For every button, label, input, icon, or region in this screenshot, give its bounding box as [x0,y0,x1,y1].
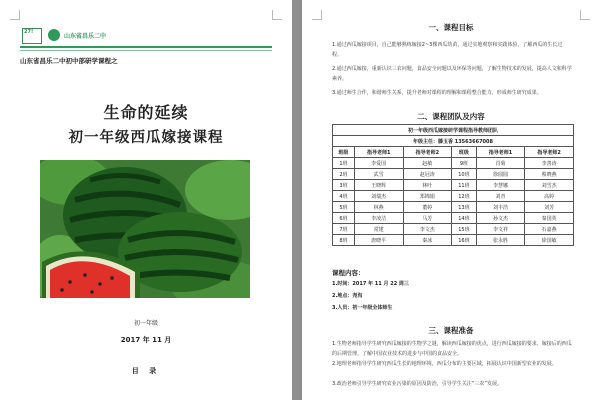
table-cell: 赵冠涛 [403,169,452,180]
table-cell: 13班 [452,202,477,213]
header-cell: 指导老师1 [354,147,403,158]
table-row [333,202,574,213]
table-cell: 3班 [333,180,355,191]
course-people: 3.人员：初一年级全体师生 [332,305,393,311]
table-cell: 6班 [333,213,355,224]
table-row [333,169,574,180]
logo-school-name: 山东省昌乐二中 [64,33,107,40]
cover-date: 2017 年 11 月 [120,336,172,344]
section-goals-heading: 一、课程目标 [428,23,474,32]
table-cell: 李文祥 [476,224,525,235]
table-cell: 9班 [452,158,477,169]
cover-page [0,0,292,400]
table-cell: 董婷 [403,202,452,213]
page-corner-mark [10,10,20,20]
table-cell: 马芳 [403,213,452,224]
table-cell: 林叶 [403,180,452,191]
section-prep-heading: 三、课程准备 [428,326,474,335]
table-row [333,158,574,169]
table-cell: 石嘉燕 [525,224,574,235]
header-rule [20,46,272,48]
table-row [333,224,574,235]
table-cell: 唐晓平 [354,235,403,246]
table-cell: 5班 [333,202,355,213]
table-cell: 刘丰浩 [476,202,525,213]
table-cell: 8班 [333,235,355,246]
table-cell: 蔡晓燕 [525,169,574,180]
table-title: 初一年级西瓜嫁接研学课程指导教师团队 [333,125,574,136]
goal-item-2: 2.通过西瓜嫁接，重新认识三农问题，食品安全问题以及环保等问题，了解生物技术的发展，提高人文和科学素养。 [332,66,572,82]
table-cell: 10班 [452,169,477,180]
header-cell: 指导老师1 [476,147,525,158]
grade-leader: 年级主任：滕玉香 13563667008 [333,136,574,147]
school-logo-box [22,28,42,44]
table-cell: 肖菊 [476,158,525,169]
table-row [333,191,574,202]
goal-item-3: 3.通过师生合作，和谐师生关系，提升老师对课程的理解和课程整合能力，形成师生研究成果。 [332,90,542,96]
table-cell: 张永胜 [476,235,525,246]
table-cell: 李善涛 [525,158,574,169]
page-corner-mark [580,10,590,20]
table-cell: 刘瑞杰 [354,191,403,202]
table-cell: 16班 [452,235,477,246]
page-corner-mark [312,10,322,20]
table-cell: 刘芳 [525,202,574,213]
toc-heading: 目 录 [131,367,161,375]
course-content-title: 课程内容： [332,269,365,277]
table-cell: 赵敏 [403,158,452,169]
header-rule-thin [20,50,272,51]
header-cell: 指导老师2 [525,147,574,158]
table-cell: 常建 [354,224,403,235]
table-cell: 14班 [452,213,477,224]
table-cell: 李慧娜 [476,180,525,191]
prep-item-2: 2.地理老师指导学生研究西瓜生长的地理环境，西瓜分布的主要区域，拓展认识中国新型农业的发展。 [332,361,557,367]
table-cell: 11班 [452,180,477,191]
table-cell: 刘青 [476,191,525,202]
table-cell: 王晓辉 [354,180,403,191]
table-cell: 12班 [452,191,477,202]
table-cell: 孙文杰 [476,213,525,224]
table-cell: 徐圆圆 [476,169,525,180]
goal-item-1: 1.通过西瓜嫁接项目，自己能够熟练嫁接2~3棵西瓜幼苗，通过实地观察和实践体验，了解西瓜的生长过程。 [332,42,563,58]
cover-title-line2: 初一年级西瓜嫁接课程 [68,129,224,146]
table-cell: 秦冰 [403,235,452,246]
course-time: 1.时间：2017 年 11 月 22 周三 [332,281,409,287]
table-cell: 徐国敏 [525,235,574,246]
table-cell: 李爱国 [354,158,403,169]
table-cell: 刘雪杰 [525,180,574,191]
prep-item-3: 3.政治老师引导学生研究农业污染的原因及防治，引导学生关注“三农”发展。 [332,381,502,387]
table-cell: 2班 [333,169,355,180]
table-cell: 李文杰 [403,224,452,235]
cover-grade: 初一年级 [133,320,158,327]
prep-item-1: 1.生物老师指导学生研究西瓜嫁接的生物学之谜，解读西瓜嫁接的优点，进行西瓜嫁接的要求，嫁接后的西瓜的后期管理。了解中国农业技术的进步与中国的食品安全。 [332,341,572,357]
teacher-team-table [332,124,574,246]
table-cell: 郑锦娟 [403,191,452,202]
table-row [333,180,574,191]
table-cell: 15班 [452,224,477,235]
watermelon-photo [40,160,250,298]
table-cell: 秦国英 [525,213,574,224]
cover-title-line1: 生命的延续 [103,103,189,122]
header-cell: 指导老师2 [403,147,452,158]
table-cell: 林燕 [354,202,403,213]
table-row [333,213,574,224]
course-place: 2.地点：尧沟 [332,293,363,299]
header-cell: 班级 [452,147,477,158]
table-cell: 高婷 [525,191,574,202]
content-page [302,0,600,400]
logo-code: 27! [24,29,34,35]
table-cell: 4班 [333,191,355,202]
table-cell: 李凌洁 [354,213,403,224]
header-cell: 班级 [333,147,355,158]
table-cell: 7班 [333,224,355,235]
school-subtitle: 山东省昌乐二中初中部研学课程之 [20,57,118,65]
table-cell: 武雪 [354,169,403,180]
section-team-heading: 二、课程团队及内容 [417,112,485,121]
table-header-row [333,147,574,158]
table-cell: 1班 [333,158,355,169]
school-emblem-icon [48,29,60,41]
table-row [333,235,574,246]
page-corner-mark [272,10,282,20]
